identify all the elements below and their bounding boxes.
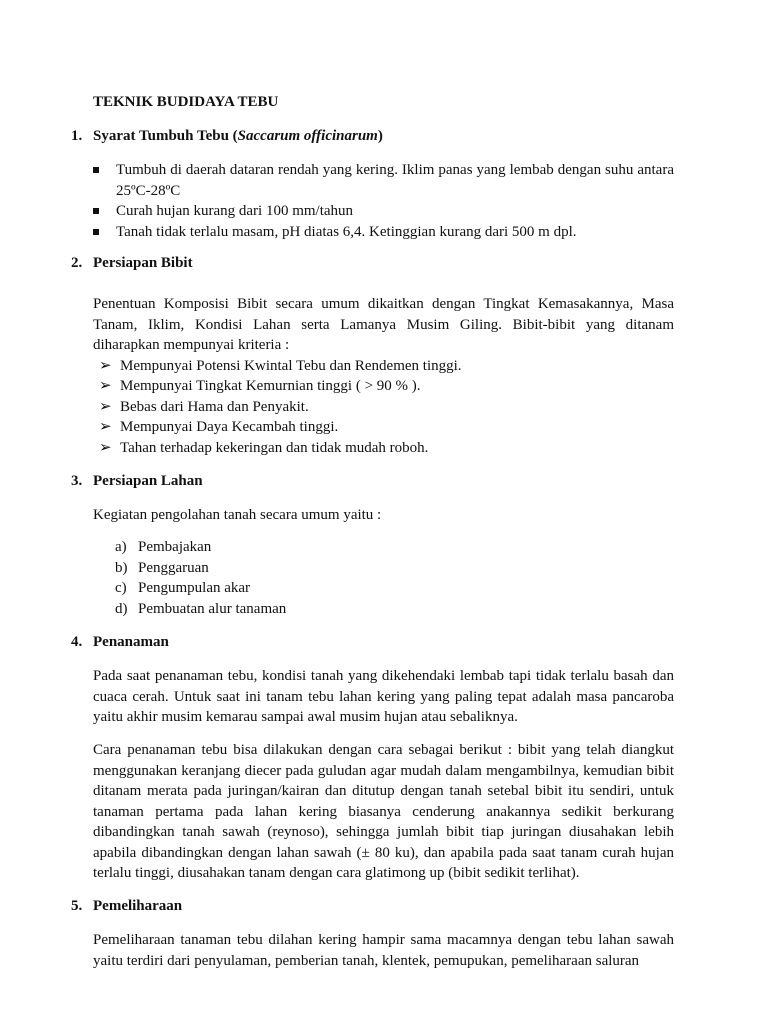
list-item (70, 417, 674, 438)
heading-text-suffix: ) (377, 128, 383, 144)
heading-text: Persiapan Bibit (93, 255, 193, 271)
list-item (70, 438, 674, 459)
section-4-paragraph-2 (93, 740, 674, 884)
list-item (93, 160, 674, 201)
section-3-heading (71, 471, 203, 492)
section-number: 1. (71, 128, 83, 144)
section-5-paragraph-1 (93, 930, 674, 971)
list-item-text: Penggaruan (138, 559, 209, 576)
list-label: c) (115, 580, 127, 596)
list-label: a) (115, 539, 127, 555)
heading-text: Syarat Tumbuh Tebu ( (93, 128, 238, 144)
arrowhead-bullet-icon: ➢ (99, 357, 112, 374)
square-bullet-icon (93, 208, 99, 214)
heading-text: Persiapan Lahan (93, 473, 203, 489)
list-item-text: Pengumpulan akar (138, 580, 251, 596)
paragraph: Kegiatan pengolahan tanah secara umum yaitu : (93, 507, 382, 523)
list-item (70, 356, 674, 377)
scientific-name: Saccarum officinarum (237, 128, 378, 144)
list-label: d) (115, 600, 128, 617)
list-item-text: Tumbuh di daerah dataran rendah yang kering. Iklim panas yang lembab dengan suhu antara 25ºC-28ºC (116, 162, 674, 199)
paragraph: Penentuan Komposisi Bibit secara umum dikaitkan dengan Tingkat Kemasakannya, Masa Tanam, Iklim, Kondisi Lahan serta Lamanya Musim Giling. Bibit-bibit yang ditanam diharapkan mempunyai kriteria : (93, 296, 674, 353)
section-2-heading (71, 253, 193, 274)
square-bullet-icon (93, 167, 99, 173)
list-item (93, 599, 674, 620)
list-item (93, 578, 674, 599)
section-4-heading (71, 632, 169, 653)
arrowhead-bullet-icon: ➢ (99, 378, 112, 394)
list-item (70, 397, 674, 418)
section-1-heading (71, 126, 383, 147)
heading-text: Penanaman (93, 634, 169, 650)
list-item (93, 537, 674, 558)
section-4-paragraph-1 (93, 666, 674, 728)
list-label: b) (115, 559, 128, 576)
paragraph: Pemeliharaan tanaman tebu dilahan kering hampir sama macamnya dengan tebu lahan sawah yaitu terdiri dari penyulaman, pemberian tanah, klentek, pemupukan, pemeliharaan saluran (93, 932, 674, 969)
arrowhead-bullet-icon: ➢ (99, 439, 112, 456)
list-item-text: Tahan terhadap kekeringan dan tidak mudah roboh. (120, 439, 429, 456)
list-item-text: Mempunyai Potensi Kwintal Tebu dan Rendemen tinggi. (120, 357, 462, 374)
section-number: 5. (71, 898, 83, 914)
list-item-text: Pembajakan (138, 539, 212, 555)
section-3-intro (93, 505, 674, 526)
list-item-text: Curah hujan kurang dari 100 mm/tahun (116, 203, 354, 219)
heading-text: Pemeliharaan (93, 898, 183, 914)
arrowhead-bullet-icon: ➢ (99, 398, 112, 415)
list-item (93, 558, 674, 579)
section-number: 2. (71, 255, 83, 271)
section-5-heading (71, 896, 182, 917)
list-item (93, 201, 674, 222)
list-item-text: Mempunyai Tingkat Kemurnian tinggi ( > 90 % ). (120, 378, 421, 394)
paragraph: Pada saat penanaman tebu, kondisi tanah yang dikehendaki lembab tapi tidak terlalu basah dan cuaca cerah. Untuk saat ini tanam tebu lahan kering yang paling tepat adalah masa pancaroba yaitu akhir musim kemarau sampai awal musim hujan atau sebaliknya. (93, 668, 674, 725)
arrowhead-bullet-icon: ➢ (99, 419, 112, 435)
list-item-text: Bebas dari Hama dan Penyakit. (120, 398, 309, 415)
section-2-body (93, 294, 674, 458)
list-item-text: Tanah tidak terlalu masam, pH diatas 6,4. Ketinggian kurang dari 500 m dpl. (116, 223, 577, 240)
square-bullet-icon (93, 229, 99, 235)
paragraph: Cara penanaman tebu bisa dilakukan dengan cara sebagai berikut : bibit yang telah diangkut menggunakan keranjang diecer pada guludan agar mudah dalam mengambilnya, kemudian bibit ditanam merata pada juringan/kairan dan ditutup dengan tanah setebal bibit itu sendiri, untuk tanaman pertama pada lahan kering biasanya cenderung anakannya sedikit berkurang dibandingkan tanah sawah (reynoso), sehingga jumlah bibit tiap juringan diusahakan lebih apabila dibandingkan dengan lahan sawah (± 80 ku), dan apabila pada saat tanam curah hujan terlalu tinggi, diusahakan tanam dengan cara glatimong up (bibit sedikit terlihat). (93, 742, 674, 881)
list-item-text: Mempunyai Daya Kecambah tinggi. (120, 419, 339, 435)
list-item-text: Pembuatan alur tanaman (138, 600, 287, 617)
list-item (70, 376, 674, 397)
section-number: 4. (71, 634, 83, 650)
section-1-bullet-list (93, 160, 674, 242)
section-number: 3. (71, 473, 83, 489)
arrow-list (70, 356, 674, 459)
document-title: TEKNIK BUDIDAYA TEBU (93, 94, 279, 110)
list-item (93, 222, 674, 243)
section-3-list (93, 537, 674, 619)
